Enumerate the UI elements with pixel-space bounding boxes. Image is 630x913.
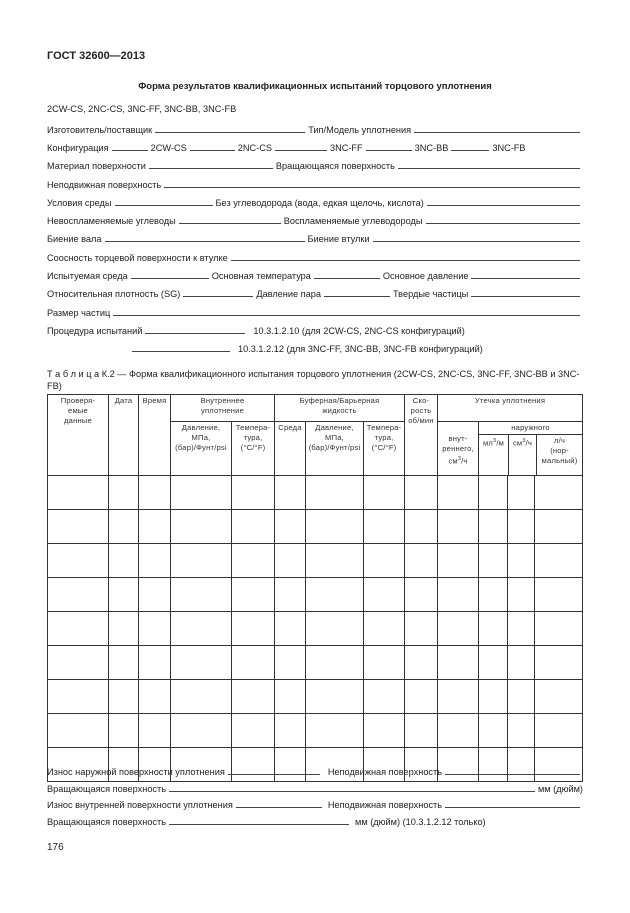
table-cell[interactable]	[139, 714, 171, 748]
table-cell[interactable]	[508, 578, 535, 612]
row-runout	[47, 230, 583, 244]
table-cell[interactable]	[535, 510, 583, 544]
blank-vapor-pressure[interactable]	[324, 296, 390, 297]
table-cell[interactable]	[364, 646, 405, 680]
table-cell[interactable]	[405, 476, 438, 510]
table-cell[interactable]	[306, 544, 364, 578]
row-configuration	[47, 139, 583, 153]
table-cell[interactable]	[275, 476, 306, 510]
table-cell[interactable]	[109, 680, 139, 714]
table-cell[interactable]	[479, 578, 508, 612]
table-row	[48, 680, 583, 714]
blank-inner-wear[interactable]	[236, 807, 322, 808]
blank-flammable[interactable]	[426, 223, 581, 224]
label-outer-stationary: Неподвижная поверхность	[327, 767, 443, 777]
table-cell[interactable]	[405, 714, 438, 748]
row-sg	[47, 285, 583, 299]
blank-model[interactable]	[414, 132, 580, 133]
table-cell[interactable]	[508, 646, 535, 680]
table-cell[interactable]	[508, 510, 535, 544]
th-ml-min: $мл^3/м$	[479, 435, 509, 475]
label-mm-inch-only: мм (дюйм) (10.3.1.2.12 только)	[355, 817, 486, 827]
table-cell[interactable]	[405, 612, 438, 646]
table-cell[interactable]	[139, 476, 171, 510]
table-cell[interactable]	[48, 680, 109, 714]
table-cell[interactable]	[405, 680, 438, 714]
table-cell[interactable]	[171, 476, 232, 510]
th-buffer-pressure: Давление, МПа, (бар)/Фунт/psi	[306, 422, 364, 476]
table-cell[interactable]	[48, 714, 109, 748]
th-l-h: л/ч (нор- мальный)	[541, 436, 578, 465]
blank-inner-rotating[interactable]	[169, 824, 349, 825]
th-outer-leak	[479, 422, 583, 476]
table-cell[interactable]	[232, 680, 275, 714]
page-number: 176	[47, 842, 64, 853]
table-cell[interactable]	[405, 646, 438, 680]
label-rotating-face: Вращающаяся поверхность	[275, 161, 395, 171]
table-cell[interactable]	[171, 680, 232, 714]
row-procedure-2	[132, 340, 532, 354]
table-cell[interactable]	[306, 578, 364, 612]
cfg-2nc-cs: 2NC-CS	[237, 143, 272, 153]
label-model: Тип/Модель уплотнения	[308, 125, 412, 135]
blank-cfg-2[interactable]	[275, 150, 327, 151]
table-cell[interactable]	[508, 680, 535, 714]
label-test-medium: Испытуемая среда	[47, 271, 128, 281]
table-cell[interactable]	[139, 612, 171, 646]
table-cell[interactable]	[438, 714, 479, 748]
table-cell[interactable]	[275, 680, 306, 714]
table-cell[interactable]	[438, 578, 479, 612]
label-sleeve-runout: Биение втулки	[307, 234, 370, 244]
table-cell[interactable]	[306, 646, 364, 680]
table-cell[interactable]	[479, 612, 508, 646]
table-cell[interactable]	[109, 510, 139, 544]
table-cell[interactable]	[232, 476, 275, 510]
table-cell[interactable]	[48, 612, 109, 646]
table-cell[interactable]	[171, 544, 232, 578]
table-cell[interactable]	[405, 578, 438, 612]
table-cell[interactable]	[109, 646, 139, 680]
table-cell[interactable]	[535, 612, 583, 646]
table-cell[interactable]	[405, 544, 438, 578]
blank-shaft-runout[interactable]	[105, 241, 305, 242]
document-header: ГОСТ 32600—2013	[47, 50, 146, 62]
label-inner-wear: Износ внутренней поверхности уплотнения	[47, 800, 233, 810]
blank-solids[interactable]	[471, 296, 580, 297]
table-cell[interactable]	[364, 612, 405, 646]
table-cell[interactable]	[139, 578, 171, 612]
configs-line: 2CW-CS, 2NC-CS, 3NC-FF, 3NC-BB, 3NC-FB	[47, 104, 237, 114]
table-cell[interactable]	[479, 544, 508, 578]
row-face-material	[47, 157, 583, 171]
table-cell[interactable]	[306, 612, 364, 646]
table-row	[48, 510, 583, 544]
blank-rotating-face[interactable]	[398, 168, 580, 169]
table-row	[48, 578, 583, 612]
th-cm3-h: $см^3/ч$	[509, 435, 537, 475]
blank-cfg-3[interactable]	[366, 150, 412, 151]
table-cell[interactable]	[109, 612, 139, 646]
table-cell[interactable]	[275, 714, 306, 748]
label-nonflammable: Невоспламеняемые углеводы	[47, 216, 176, 226]
blank-procedure-2[interactable]	[132, 351, 230, 352]
blank-coaxiality[interactable]	[231, 260, 580, 261]
label-flammable: Воспламеняемые углеводороды	[283, 216, 423, 226]
table-cell[interactable]	[275, 646, 306, 680]
table-cell[interactable]	[479, 476, 508, 510]
label-main-pressure: Основное давление	[382, 271, 469, 281]
row-manufacturer	[47, 121, 583, 135]
table-cell[interactable]	[139, 680, 171, 714]
cfg-2cw-cs: 2CW-CS	[150, 143, 187, 153]
blank-main-pressure[interactable]	[471, 278, 580, 279]
row-test-medium	[47, 267, 583, 281]
blank-outer-rotating[interactable]	[169, 791, 535, 792]
table-cell[interactable]	[438, 476, 479, 510]
table-cell[interactable]	[364, 714, 405, 748]
th-checked-data: Проверя- емые данные	[48, 395, 109, 476]
table-cell[interactable]	[139, 544, 171, 578]
table-cell[interactable]	[232, 578, 275, 612]
table-row	[48, 612, 583, 646]
table-cell[interactable]	[275, 510, 306, 544]
blank-outer-stationary[interactable]	[445, 774, 580, 775]
blank-cfg-1[interactable]	[190, 150, 235, 151]
label-mm-inch: мм (дюйм)	[537, 784, 583, 794]
table-cell[interactable]	[275, 544, 306, 578]
table-cell[interactable]	[48, 510, 109, 544]
label-stationary-face: Неподвижная поверхность	[47, 180, 162, 190]
table-cell[interactable]	[306, 510, 364, 544]
blank-main-temp[interactable]	[314, 278, 380, 279]
table-cell[interactable]	[364, 476, 405, 510]
table-cell[interactable]	[508, 612, 535, 646]
table-cell[interactable]	[479, 646, 508, 680]
label-no-hydrocarbons: Без углеводорода (вода, едкая щелочь, кислота)	[215, 198, 424, 208]
cfg-3nc-bb: 3NC-BB	[414, 143, 449, 153]
blank-test-medium[interactable]	[131, 278, 209, 279]
row-particle-size	[47, 304, 583, 318]
procedure-option-1: 10.3.1.2.10 (для 2CW-CS, 2NC-CS конфигураций)	[253, 326, 465, 336]
blank-particle-size[interactable]	[113, 315, 580, 316]
th-inner-leak: внут- реннего, $см^3/ч$	[438, 422, 479, 476]
row-stationary-face	[47, 176, 583, 190]
th-buffer-medium: Среда	[275, 422, 306, 476]
table-cell[interactable]	[508, 714, 535, 748]
blank-procedure-1[interactable]	[145, 333, 245, 334]
th-speed: Ско- рость об/мин	[405, 395, 438, 476]
th-buffer-temperature: Темпера- тура, (°C/°F)	[364, 422, 405, 476]
th-inner-leak-label: внут- реннего,	[442, 434, 474, 453]
label-environment: Условия среды	[47, 198, 112, 208]
blank-sleeve-runout[interactable]	[373, 241, 580, 242]
table-cell[interactable]	[109, 544, 139, 578]
table-cell[interactable]	[275, 612, 306, 646]
table-cell[interactable]	[479, 680, 508, 714]
th-date: Дата	[109, 395, 139, 476]
row-inner-rotating	[47, 813, 527, 827]
table-cell[interactable]	[109, 476, 139, 510]
label-particle-size: Размер частиц	[47, 308, 111, 318]
table-cell[interactable]	[535, 544, 583, 578]
table-cell[interactable]	[364, 510, 405, 544]
table-cell[interactable]	[438, 680, 479, 714]
table-row	[48, 476, 583, 510]
label-sg: Относительная плотность (SG)	[47, 289, 181, 299]
table-cell[interactable]	[139, 646, 171, 680]
row-inner-wear	[47, 796, 583, 810]
table-cell[interactable]	[232, 646, 275, 680]
blank-cfg-0[interactable]	[112, 150, 148, 151]
cfg-3nc-fb: 3NC-FB	[492, 143, 526, 153]
label-outer-rotating: Вращающаяся поверхность	[47, 784, 167, 794]
table-cell[interactable]	[405, 510, 438, 544]
th-outer-label: наружного	[479, 422, 582, 435]
cfg-3nc-ff: 3NC-FF	[329, 143, 363, 153]
table-cell[interactable]	[232, 510, 275, 544]
blank-nonflammable[interactable]	[179, 223, 281, 224]
blank-inner-stationary[interactable]	[445, 807, 580, 808]
table-cell[interactable]	[535, 578, 583, 612]
blank-no-hydrocarbons[interactable]	[427, 205, 580, 206]
th-inner-leak-unit: см	[448, 456, 458, 466]
table-cell[interactable]	[306, 476, 364, 510]
label-configuration: Конфигурация	[47, 143, 109, 153]
th-time: Время	[139, 395, 171, 476]
row-outer-wear	[47, 763, 583, 777]
row-outer-rotating	[47, 780, 583, 794]
table-cell[interactable]	[48, 476, 109, 510]
label-outer-wear: Износ наружной поверхности уплотнения	[47, 767, 225, 777]
table-caption: Т а б л и ц а К.2 — Форма квалификационного испытания торцового уплотнения (2CW-CS, 2NC-CS, 3NC-FF, 3NC-BB и 3NC-FB)	[47, 369, 580, 391]
table-cell[interactable]	[275, 578, 306, 612]
blank-cfg-4[interactable]	[451, 150, 489, 151]
table-cell[interactable]	[438, 646, 479, 680]
table-cell[interactable]	[171, 646, 232, 680]
row-hydrocarbons	[47, 212, 583, 226]
th-inner-seal: Внутреннее уплотнение	[171, 395, 275, 422]
blank-sg[interactable]	[183, 296, 253, 297]
qualification-table	[47, 394, 583, 782]
label-solids: Твердые частицы	[392, 289, 469, 299]
label-inner-stationary: Неподвижная поверхность	[327, 800, 443, 810]
table-cell[interactable]	[232, 714, 275, 748]
table-row	[48, 544, 583, 578]
label-manufacturer: Изготовитель/поставщик	[47, 125, 153, 135]
table-cell[interactable]	[508, 544, 535, 578]
table-cell[interactable]	[48, 578, 109, 612]
table-cell[interactable]	[535, 714, 583, 748]
row-coaxiality	[47, 249, 583, 263]
label-coaxiality: Соосность торцевой поверхности к втулке	[47, 253, 228, 263]
table-cell[interactable]	[479, 714, 508, 748]
table-cell[interactable]	[48, 646, 109, 680]
table-cell[interactable]	[364, 680, 405, 714]
table-cell[interactable]	[438, 510, 479, 544]
label-procedure: Процедура испытаний	[47, 326, 143, 336]
label-inner-rotating: Вращающаяся поверхность	[47, 817, 167, 827]
table-cell[interactable]	[438, 544, 479, 578]
th-buffer-fluid: Буферная/Барьерная жидкость	[275, 395, 405, 422]
table-cell[interactable]	[535, 680, 583, 714]
table-cell[interactable]	[535, 646, 583, 680]
table-cell[interactable]	[171, 714, 232, 748]
row-procedure	[47, 322, 547, 336]
th-inner-temperature: Темпера- тура, (°C/°F)	[232, 422, 275, 476]
th-inner-pressure: Давление, МПа, (бар)/Фунт/psi	[171, 422, 232, 476]
table-cell[interactable]	[479, 510, 508, 544]
table-cell[interactable]	[232, 612, 275, 646]
label-shaft-runout: Биение вала	[47, 234, 102, 244]
table-cell[interactable]	[306, 680, 364, 714]
table-cell[interactable]	[139, 510, 171, 544]
table-cell[interactable]	[508, 476, 535, 510]
table-cell[interactable]	[364, 544, 405, 578]
table-cell[interactable]	[171, 612, 232, 646]
table-cell[interactable]	[171, 510, 232, 544]
table-cell[interactable]	[306, 714, 364, 748]
blank-stationary-face[interactable]	[164, 187, 580, 188]
th-seal-leakage: Утечка уплотнения	[438, 395, 583, 422]
table-cell[interactable]	[438, 612, 479, 646]
blank-manufacturer[interactable]	[155, 132, 305, 133]
table-cell[interactable]	[364, 578, 405, 612]
table-cell[interactable]	[535, 476, 583, 510]
table-cell[interactable]	[171, 578, 232, 612]
table-cell[interactable]	[109, 578, 139, 612]
table-cell[interactable]	[232, 544, 275, 578]
row-environment	[47, 194, 583, 208]
label-face-material: Материал поверхности	[47, 161, 146, 171]
blank-environment[interactable]	[115, 205, 213, 206]
blank-outer-wear[interactable]	[228, 774, 320, 775]
table-row	[48, 714, 583, 748]
table-cell[interactable]	[48, 544, 109, 578]
label-main-temp: Основная температура	[211, 271, 311, 281]
table-row	[48, 646, 583, 680]
form-title: Форма результатов квалификационных испытаний торцового уплотнения	[138, 81, 492, 92]
blank-face-material[interactable]	[149, 168, 273, 169]
label-vapor-pressure: Давление пара	[256, 289, 321, 299]
table-cell[interactable]	[109, 714, 139, 748]
procedure-option-2: 10.3.1.2.12 (для 3NC-FF, 3NC-BB, 3NC-FB конфигураций)	[238, 344, 483, 354]
